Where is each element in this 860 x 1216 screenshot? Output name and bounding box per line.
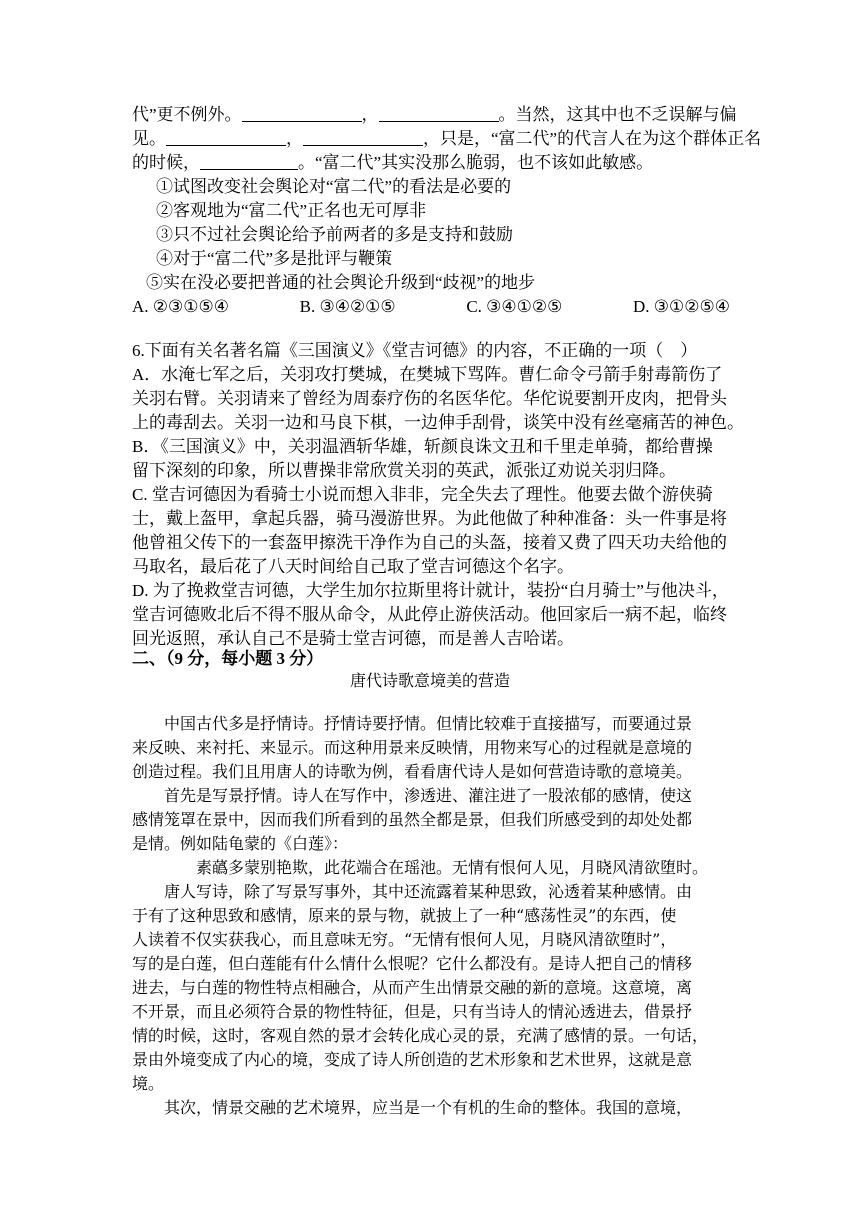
article-line: 来反映、来衬托、来显示。而这种用景来反映情，用物来写心的过程就是意境的 bbox=[132, 738, 693, 757]
q6-line: 马取名，最后花了八天时间给自己取了堂吉诃德这个名字。 bbox=[132, 557, 574, 576]
q6-line: 关羽右臂。关羽请来了曾经为周泰疗伤的名医华佗。华佗说要割开皮肉，把骨头 bbox=[132, 389, 727, 408]
article-line: 首先是写景抒情。诗人在写作中，渗透进、灌注进了一股浓郁的感情，使这 bbox=[164, 786, 693, 805]
article-title: 唐代诗歌意境美的营造 bbox=[349, 671, 510, 690]
q6-line: D. 为了挽救堂吉诃德，大学生加尔拉斯里将计就计，装扮“白月骑士”与他决斗， bbox=[132, 581, 729, 600]
q5-line-1 bbox=[132, 104, 737, 126]
article-line: 景由外境变成了内心的境，变成了诗人所创造的艺术形象和艺术世界，这就是意 bbox=[132, 1050, 693, 1069]
article-line: 进去，与白莲的物性特点相融合，从而产生出情景交融的新的意境。这意境，离 bbox=[132, 978, 693, 997]
article-line: 写的是白莲，但白莲能有什么情什么恨呢？它什么都没有。是诗人把自己的情移 bbox=[132, 954, 693, 973]
article-line: 不开景，而且必须符合景的物性特征，但是，只有当诗人的情沁透进去，借景抒 bbox=[132, 1002, 693, 1021]
answer-blank[interactable] bbox=[303, 129, 423, 146]
option-d[interactable]: D. ③①②⑤④ bbox=[633, 297, 730, 316]
q5-text: 。当然，这其中也不乏误解与偏 bbox=[498, 105, 737, 124]
article-line: 情的时候，这时，客观自然的景才会转化成心灵的景，充满了感情的景。一句话， bbox=[132, 1026, 709, 1045]
q6-stem: 6.下面有关名著名篇《三国演义》《堂吉诃德》的内容，不正确的一项（ ） bbox=[132, 341, 698, 360]
article-line: 唐人写诗，除了写景写事外，其中还流露着某种思致，沁透着某种感情。由 bbox=[164, 882, 693, 901]
q5-text: 代”更不例外。 bbox=[132, 105, 242, 124]
article-line: 于有了这种思致和感情，原来的景与物，就披上了一种“感荡性灵”的东西，使 bbox=[132, 906, 677, 925]
q6-line: 留下深刻的印象，所以曹操非常欣赏关羽的英武，派张辽劝说关羽归降。 bbox=[132, 461, 676, 480]
article-line: 其次，情景交融的艺术境界，应当是一个有机的生命的整体。我国的意境， bbox=[164, 1098, 693, 1117]
q5-line-3 bbox=[132, 152, 653, 174]
q5-line-2 bbox=[132, 128, 761, 150]
article-line: 境。 bbox=[132, 1074, 165, 1093]
q6-line: 回光返照，承认自己不是骑士堂吉诃德，而是善人吉哈诺。 bbox=[132, 629, 574, 648]
q5-text: 。“富二代”其实没那么脆弱，也不该如此敏感。 bbox=[298, 153, 654, 172]
article-line: 创造过程。我们且用唐人的诗歌为例，看看唐代诗人是如何营造诗歌的意境美。 bbox=[132, 762, 693, 781]
article-line: 感情笼罩在景中，因而我们所看到的虽然全都是景，但我们所感受到的却处处都 bbox=[132, 810, 693, 829]
answer-blank[interactable] bbox=[242, 105, 362, 122]
q6-line: A．水淹七军之后，关羽攻打樊城，在樊城下骂阵。曹仁命令弓箭手射毒箭伤了 bbox=[132, 365, 723, 384]
article-line: 人读着不仅实获我心，而且意味无穷。“无情有恨何人见，月晓风清欲堕时”， bbox=[132, 930, 677, 949]
q6-line: 士，戴上盔甲，拿起兵器，骑马漫游世界。为此他做了种种准备：头一件事是将 bbox=[132, 509, 727, 528]
article-line: 中国古代多是抒情诗。抒情诗要抒情。但情比较难于直接描写，而要通过景 bbox=[164, 714, 693, 733]
q5-options bbox=[132, 296, 730, 318]
q5-item: ②客观地为“富二代”正名也无可厚非 bbox=[156, 201, 427, 220]
q5-text: ， bbox=[286, 129, 303, 148]
q5-text: ，只是，“富二代”的代言人在为这个群体正名 bbox=[423, 129, 762, 148]
q5-text: 见。 bbox=[132, 129, 166, 148]
option-c[interactable]: C. ③④①②⑤ bbox=[466, 297, 563, 316]
q5-item: ④对于“富二代”多是批评与鞭策 bbox=[156, 249, 393, 268]
q6-line: 上的毒刮去。关羽一边和马良下棋，一边伸手刮骨，谈笑中没有丝毫痛苦的神色。 bbox=[132, 413, 744, 432]
article-line: 是情。例如陆龟蒙的《白莲》： bbox=[132, 834, 349, 853]
answer-blank[interactable] bbox=[200, 153, 298, 170]
q6-line: B．《三国演义》中，关羽温酒斩华雄，斩颜良诛文丑和千里走单骑，都给曹操 bbox=[132, 437, 713, 456]
q5-text: 的时候， bbox=[132, 153, 200, 172]
section-heading: 二、（9 分，每小题 3 分） bbox=[132, 649, 324, 668]
q6-line: C. 堂吉诃德因为看骑士小说而想入非非，完全失去了理性。他要去做个游侠骑 bbox=[132, 485, 713, 504]
option-b[interactable]: B. ③④②①⑤ bbox=[299, 297, 396, 316]
q5-item: ①试图改变社会舆论对“富二代”的看法是必要的 bbox=[156, 177, 512, 196]
q5-item: ⑤实在没必要把普通的社会舆论升级到“歧视”的地步 bbox=[146, 273, 536, 292]
poem-line: 素蘤多蒙别艳欺，此花端合在瑶池。无情有恨何人见，月晓风清欲堕时。 bbox=[196, 858, 709, 877]
q6-line: 堂吉诃德败北后不得不服从命令，从此停止游侠活动。他回家后一病不起，临终 bbox=[132, 605, 727, 624]
answer-blank[interactable] bbox=[166, 129, 286, 146]
option-a[interactable]: A. ②③①⑤④ bbox=[132, 297, 229, 316]
answer-blank[interactable] bbox=[379, 105, 499, 122]
q5-item: ③只不过社会舆论给予前两者的多是支持和鼓励 bbox=[156, 225, 513, 244]
q5-text: ， bbox=[361, 105, 379, 124]
q6-line: 他曾祖父传下的一套盔甲擦洗干净作为自己的头盔，接着又费了四天功夫给他的 bbox=[132, 533, 727, 552]
